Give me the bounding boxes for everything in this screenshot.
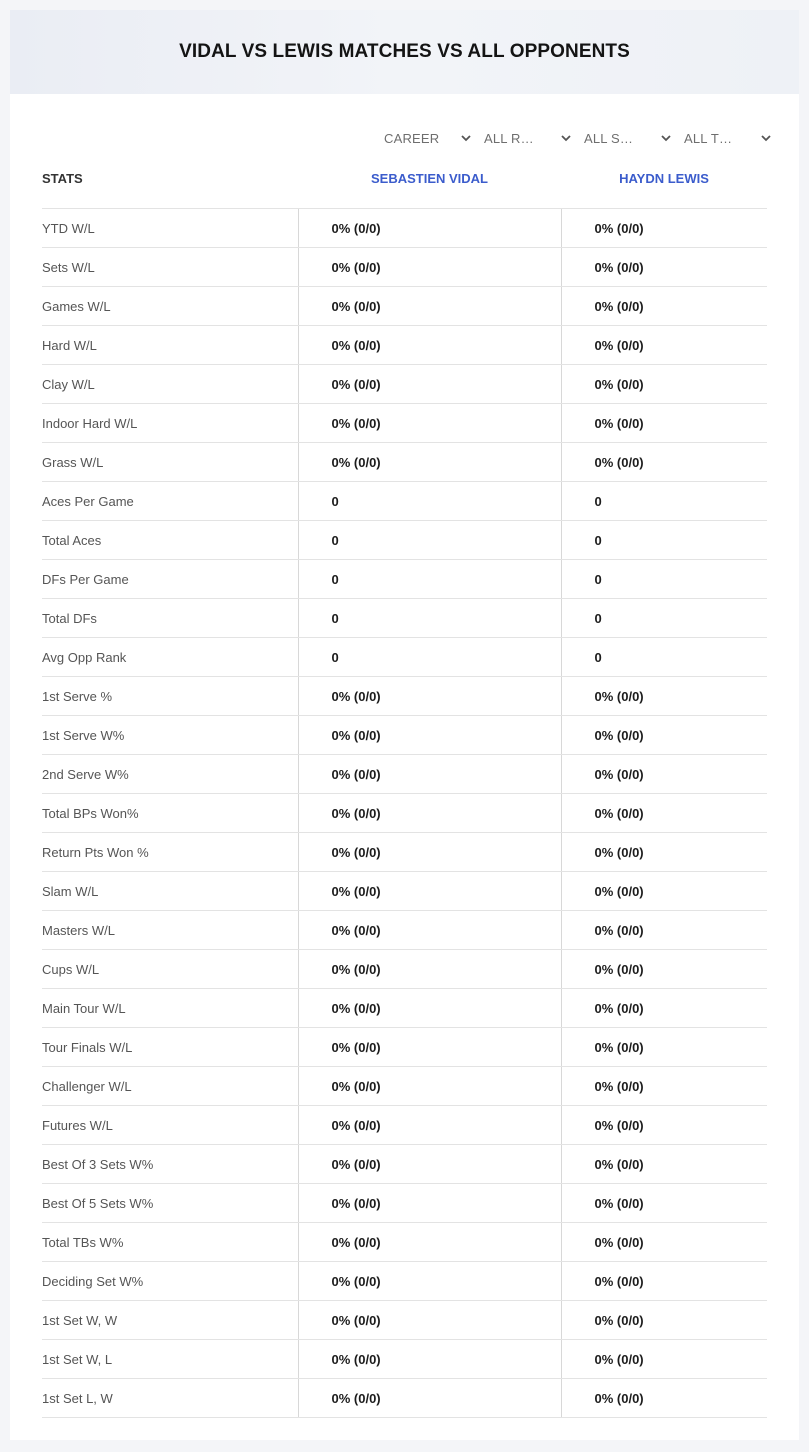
stat-label: Total Aces (42, 521, 298, 560)
player2-value: 0% (0/0) (561, 833, 767, 872)
player1-value: 0 (298, 521, 561, 560)
filter-surface-dropdown[interactable] (574, 126, 674, 150)
chevron-down-icon (560, 132, 572, 144)
player1-value: 0 (298, 560, 561, 599)
player2-value: 0% (0/0) (561, 1223, 767, 1262)
player2-value: 0% (0/0) (561, 1106, 767, 1145)
player1-value: 0% (0/0) (298, 1223, 561, 1262)
table-row (42, 560, 767, 599)
stat-label: Aces Per Game (42, 482, 298, 521)
table-row (42, 404, 767, 443)
stat-label: Deciding Set W% (42, 1262, 298, 1301)
stat-label: Main Tour W/L (42, 989, 298, 1028)
player2-value: 0 (561, 599, 767, 638)
player1-value: 0% (0/0) (298, 950, 561, 989)
player2-value: 0% (0/0) (561, 677, 767, 716)
stat-label: 1st Set L, W (42, 1379, 298, 1418)
player1-value: 0% (0/0) (298, 872, 561, 911)
table-row (42, 1262, 767, 1301)
stat-label: 1st Set W, W (42, 1301, 298, 1340)
player1-value: 0 (298, 599, 561, 638)
stat-label: Total DFs (42, 599, 298, 638)
stat-label: 1st Serve W% (42, 716, 298, 755)
player2-value: 0% (0/0) (561, 1184, 767, 1223)
player1-column-header[interactable]: SEBASTIEN VIDAL (298, 170, 561, 209)
player1-value: 0 (298, 638, 561, 677)
stat-label: 1st Set W, L (42, 1340, 298, 1379)
player1-value: 0% (0/0) (298, 755, 561, 794)
table-row (42, 950, 767, 989)
table-row (42, 833, 767, 872)
stat-label: Sets W/L (42, 248, 298, 287)
table-row (42, 755, 767, 794)
player2-value: 0 (561, 521, 767, 560)
table-row (42, 1145, 767, 1184)
filter-label: ALL T… (684, 130, 733, 146)
stat-label: Return Pts Won % (42, 833, 298, 872)
player1-value: 0% (0/0) (298, 1028, 561, 1067)
stats-table-body (42, 209, 767, 1418)
stat-label: Avg Opp Rank (42, 638, 298, 677)
stat-label: Futures W/L (42, 1106, 298, 1145)
chevron-down-icon (460, 132, 472, 144)
player1-value: 0% (0/0) (298, 1262, 561, 1301)
player1-value: 0% (0/0) (298, 248, 561, 287)
table-row (42, 1379, 767, 1418)
player2-column-header[interactable]: HAYDN LEWIS (561, 170, 767, 209)
table-row (42, 638, 767, 677)
player1-value: 0% (0/0) (298, 911, 561, 950)
stats-column-header: STATS (42, 170, 298, 209)
player1-value: 0 (298, 482, 561, 521)
stat-label: Best Of 5 Sets W% (42, 1184, 298, 1223)
player2-value: 0% (0/0) (561, 1145, 767, 1184)
player1-value: 0% (0/0) (298, 1184, 561, 1223)
table-row (42, 1223, 767, 1262)
filter-label: ALL S… (584, 130, 634, 146)
page-title: VIDAL VS LEWIS MATCHES VS ALL OPPONENTS (179, 41, 630, 62)
stat-label: Total TBs W% (42, 1223, 298, 1262)
player2-value: 0% (0/0) (561, 716, 767, 755)
table-row (42, 209, 767, 248)
stat-label: Best Of 3 Sets W% (42, 1145, 298, 1184)
player2-value: 0% (0/0) (561, 365, 767, 404)
player2-value: 0% (0/0) (561, 1067, 767, 1106)
player1-value: 0% (0/0) (298, 404, 561, 443)
table-row (42, 989, 767, 1028)
table-row (42, 443, 767, 482)
table-row (42, 677, 767, 716)
table-row (42, 521, 767, 560)
table-row (42, 248, 767, 287)
stat-label: Grass W/L (42, 443, 298, 482)
player1-value: 0% (0/0) (298, 1145, 561, 1184)
player2-value: 0% (0/0) (561, 911, 767, 950)
table-row (42, 287, 767, 326)
player2-value: 0% (0/0) (561, 404, 767, 443)
filter-bar (374, 126, 774, 150)
player2-value: 0 (561, 638, 767, 677)
table-row (42, 1028, 767, 1067)
table-row (42, 1184, 767, 1223)
filter-period-dropdown[interactable] (374, 126, 474, 150)
player2-value: 0% (0/0) (561, 209, 767, 248)
table-row (42, 911, 767, 950)
player2-value: 0% (0/0) (561, 1340, 767, 1379)
player2-value: 0% (0/0) (561, 1028, 767, 1067)
table-row (42, 326, 767, 365)
stat-label: YTD W/L (42, 209, 298, 248)
filter-round-dropdown[interactable] (474, 126, 574, 150)
player1-value: 0% (0/0) (298, 365, 561, 404)
filter-tournament-dropdown[interactable] (674, 126, 774, 150)
player1-value: 0% (0/0) (298, 287, 561, 326)
player2-value: 0% (0/0) (561, 950, 767, 989)
stat-label: Hard W/L (42, 326, 298, 365)
player2-value: 0% (0/0) (561, 326, 767, 365)
player2-value: 0% (0/0) (561, 248, 767, 287)
player2-value: 0 (561, 560, 767, 599)
player1-value: 0% (0/0) (298, 1379, 561, 1418)
player2-value: 0% (0/0) (561, 1379, 767, 1418)
table-row (42, 794, 767, 833)
stat-label: Indoor Hard W/L (42, 404, 298, 443)
table-row (42, 1067, 767, 1106)
player2-value: 0% (0/0) (561, 755, 767, 794)
stat-label: Challenger W/L (42, 1067, 298, 1106)
player1-value: 0% (0/0) (298, 326, 561, 365)
chevron-down-icon (660, 132, 672, 144)
player1-value: 0% (0/0) (298, 677, 561, 716)
player1-value: 0% (0/0) (298, 716, 561, 755)
player1-value: 0% (0/0) (298, 1340, 561, 1379)
table-row (42, 365, 767, 404)
player1-value: 0% (0/0) (298, 443, 561, 482)
table-row (42, 716, 767, 755)
filter-label: CAREER (384, 130, 440, 146)
table-row (42, 1106, 767, 1145)
stat-label: Masters W/L (42, 911, 298, 950)
player1-value: 0% (0/0) (298, 794, 561, 833)
player1-value: 0% (0/0) (298, 1106, 561, 1145)
player2-value: 0% (0/0) (561, 443, 767, 482)
player1-value: 0% (0/0) (298, 1301, 561, 1340)
player1-value: 0% (0/0) (298, 989, 561, 1028)
player2-value: 0% (0/0) (561, 872, 767, 911)
stat-label: Tour Finals W/L (42, 1028, 298, 1067)
chevron-down-icon (760, 132, 772, 144)
table-header-row (42, 170, 767, 209)
table-row (42, 872, 767, 911)
table-row (42, 1301, 767, 1340)
stat-label: DFs Per Game (42, 560, 298, 599)
player2-value: 0% (0/0) (561, 287, 767, 326)
stat-label: Total BPs Won% (42, 794, 298, 833)
player1-value: 0% (0/0) (298, 833, 561, 872)
stat-label: Clay W/L (42, 365, 298, 404)
table-row (42, 482, 767, 521)
stat-label: Slam W/L (42, 872, 298, 911)
stats-card (10, 10, 799, 1440)
table-row (42, 1340, 767, 1379)
card-header (10, 10, 799, 94)
table-row (42, 599, 767, 638)
filter-label: ALL R… (484, 130, 534, 146)
player2-value: 0% (0/0) (561, 794, 767, 833)
player2-value: 0 (561, 482, 767, 521)
stat-label: Cups W/L (42, 950, 298, 989)
player1-value: 0% (0/0) (298, 209, 561, 248)
stats-table (42, 170, 767, 1418)
player2-value: 0% (0/0) (561, 1301, 767, 1340)
player2-value: 0% (0/0) (561, 989, 767, 1028)
player2-value: 0% (0/0) (561, 1262, 767, 1301)
stat-label: Games W/L (42, 287, 298, 326)
player1-value: 0% (0/0) (298, 1067, 561, 1106)
stat-label: 2nd Serve W% (42, 755, 298, 794)
stat-label: 1st Serve % (42, 677, 298, 716)
